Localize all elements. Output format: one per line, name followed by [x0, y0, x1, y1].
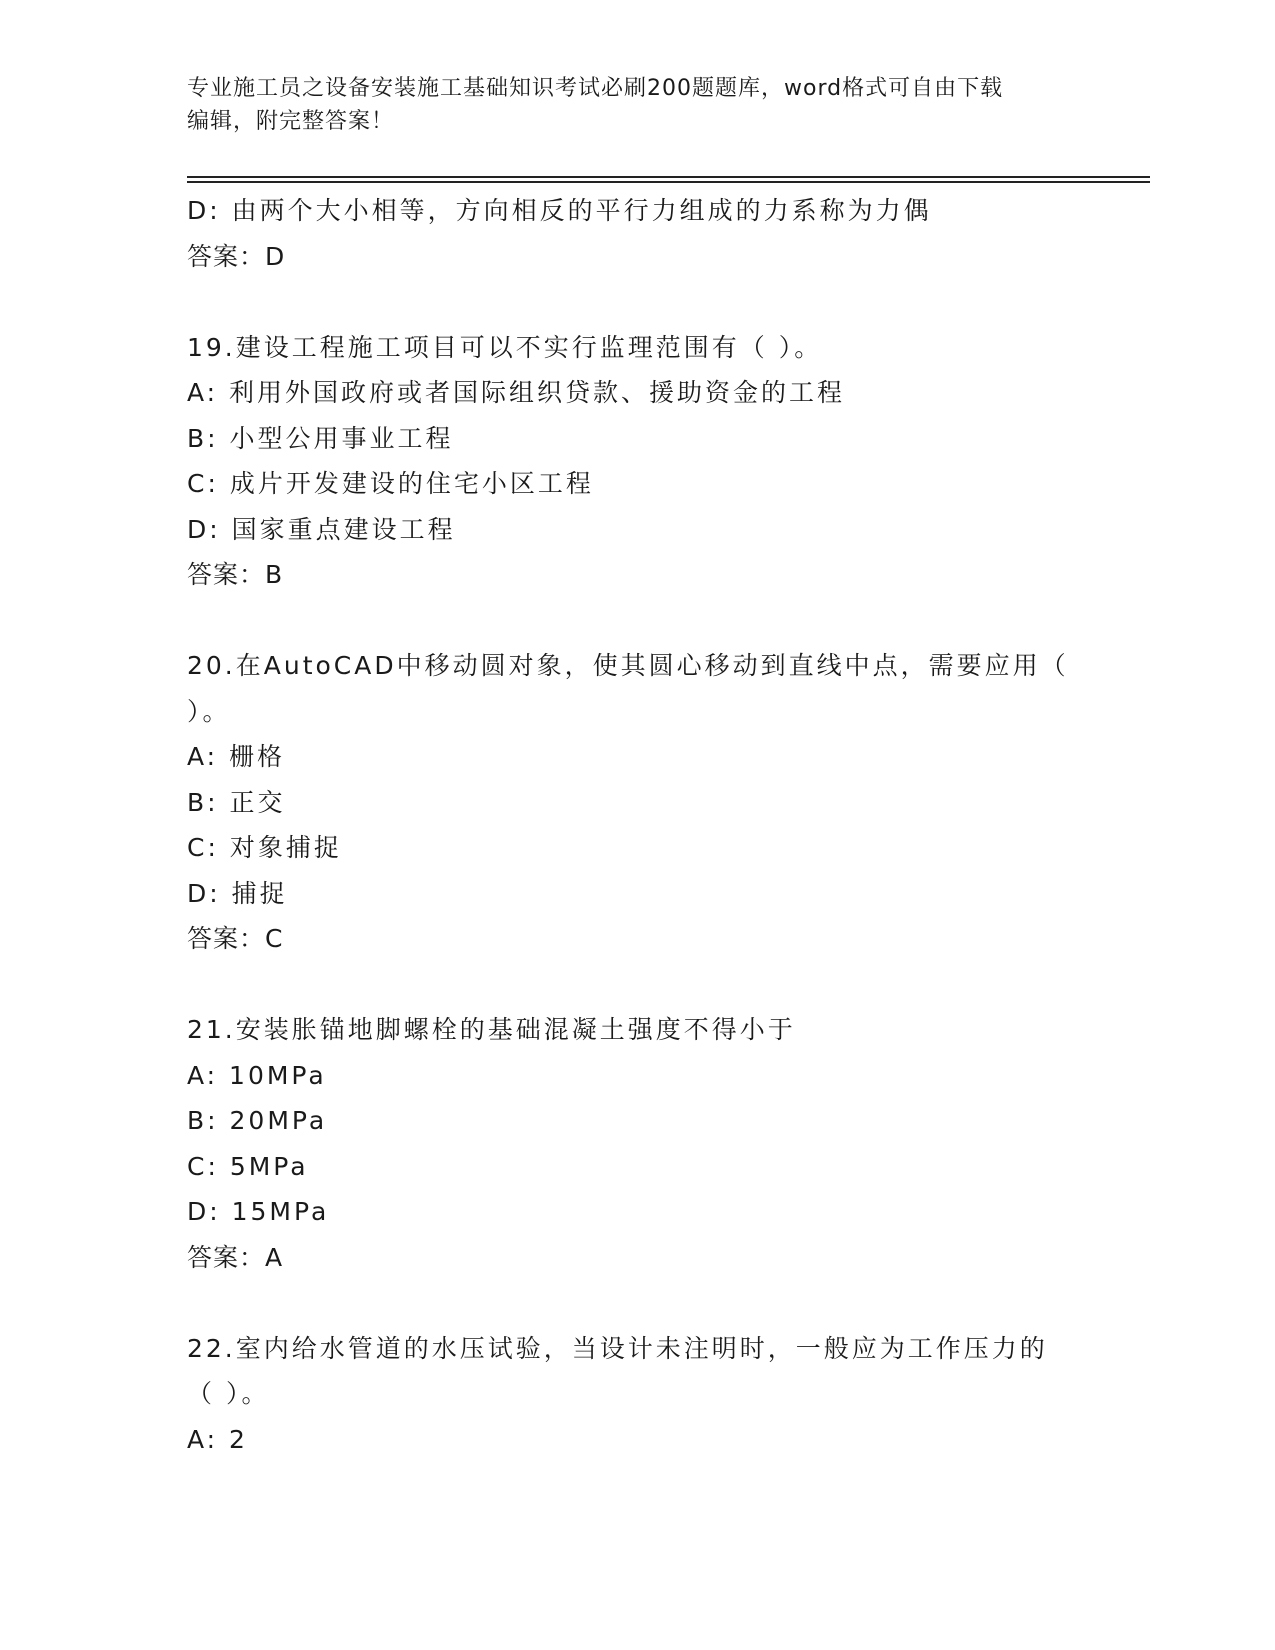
option-a: A: 利用外国政府或者国际组织贷款、援助资金的工程: [187, 378, 846, 407]
answer-line: 答案：A: [187, 1242, 284, 1272]
question-20: [187, 643, 1087, 962]
question-19: [187, 325, 1087, 598]
question-text-line-2: （ ）。: [187, 1379, 270, 1408]
option-a: A: 10MPa: [187, 1060, 327, 1090]
answer-line: 答案：B: [187, 560, 284, 589]
question-21: [187, 1007, 1087, 1280]
option-d: D: 捕捉: [187, 878, 288, 908]
spacer: [187, 279, 1087, 325]
question-list: [187, 188, 1087, 1462]
question-text: 19.建设工程施工项目可以不实行监理范围有（ ）。: [187, 332, 823, 362]
spacer: [187, 962, 1087, 1008]
answer-line: 答案：C: [187, 924, 284, 953]
option-a: A: 栅格: [187, 742, 286, 771]
question-text-line-1: 22.室内给水管道的水压试验，当设计未注明时，一般应为工作压力的: [187, 1333, 1048, 1363]
header-divider-top: [187, 176, 1150, 178]
question-22: [187, 1326, 1087, 1463]
option-c: C: 5MPa: [187, 1151, 309, 1181]
question-text-line-1: 20.在AutoCAD中移动圆对象，使其圆心移动到直线中点，需要应用（: [187, 651, 1069, 680]
spacer: [187, 1280, 1087, 1326]
question-18-tail: [187, 188, 1087, 279]
question-text-line-2: ）。: [187, 696, 231, 726]
option-d: D: 国家重点建设工程: [187, 514, 456, 544]
answer-line: 答案：D: [187, 241, 286, 271]
header-title-line-1: 专业施工员之设备安装施工基础知识考试必刷200题题库，word格式可自由下载: [187, 76, 1004, 101]
document-header: [187, 72, 1087, 138]
option-d: D: 15MPa: [187, 1197, 330, 1226]
header-divider-bottom: [187, 181, 1150, 183]
header-title-line-2: 编辑，附完整答案！: [187, 109, 395, 134]
option-c: C: 对象捕捉: [187, 833, 342, 862]
spacer: [187, 598, 1087, 644]
option-a: A: 2: [187, 1424, 248, 1454]
option-b: B: 正交: [187, 787, 286, 817]
option-c: C: 成片开发建设的住宅小区工程: [187, 469, 594, 498]
option-b: B: 20MPa: [187, 1106, 328, 1135]
option-b: B: 小型公用事业工程: [187, 423, 454, 453]
option-d: D: 由两个大小相等，方向相反的平行力组成的力系称为力偶: [187, 196, 932, 225]
question-text: 21.安装胀锚地脚螺栓的基础混凝土强度不得小于: [187, 1015, 796, 1044]
